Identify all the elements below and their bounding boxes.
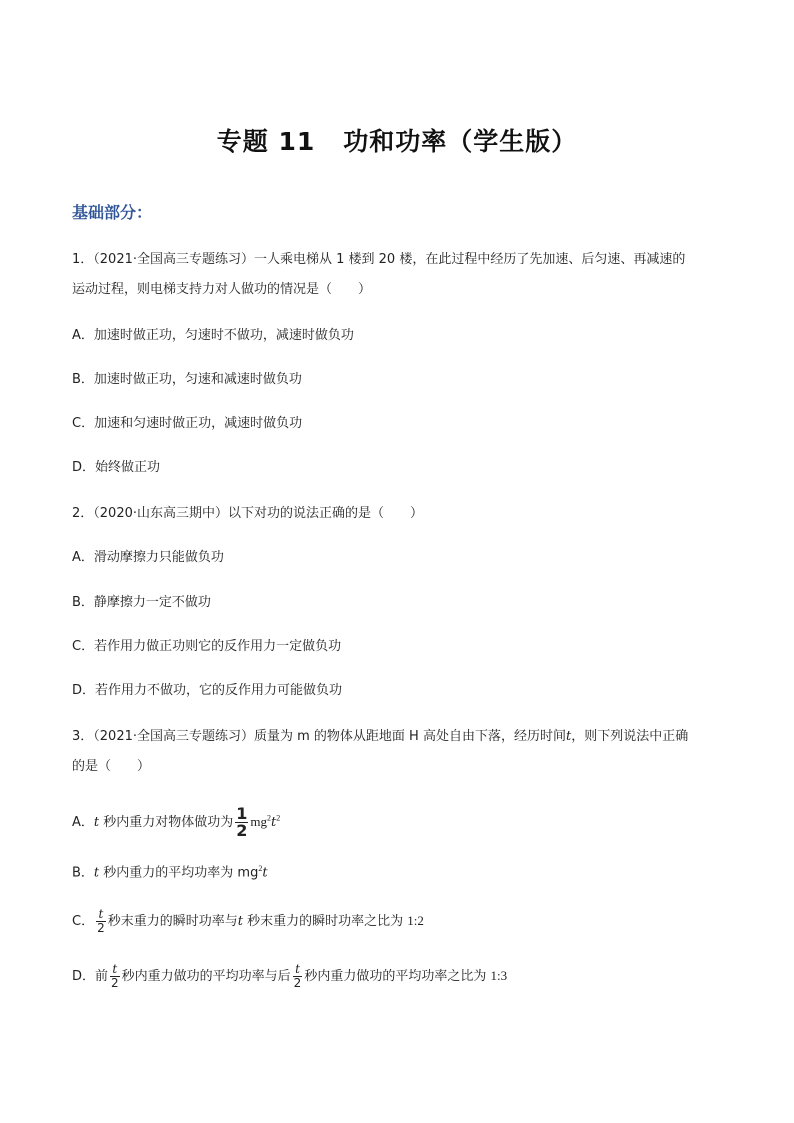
q2-option-b: B．静摩擦力一定不做功 xyxy=(72,595,211,610)
q1-option-b: B．加速时做正功，匀速和减速时做负功 xyxy=(72,372,302,387)
title-subject: 功和功率（学生版） xyxy=(343,127,578,156)
q1-option-a: A．加速时做正功，匀速时不做功，减速时做负功 xyxy=(72,328,354,343)
q2-stem-line1: 2．（2020·山东高三期中）以下对功的说法正确的是（ ） xyxy=(72,506,423,521)
q3-option-c: C． $\frac{t}{2}$ 秒末重力的瞬时功率与t 秒末重力的瞬时功率之比为 1:2 xyxy=(72,907,424,935)
q1-stem-line2: 运动过程，则电梯支持力对人做功的情况是（ ） xyxy=(72,282,372,297)
q3-option-a: A．t 秒内重力对物体做功为 $\frac{1}{2}$ $mg^2t^2$ xyxy=(72,804,281,840)
q1-option-d: D．始终做正功 xyxy=(72,460,161,475)
q2-option-c: C．若作用力做正功则它的反作用力一定做负功 xyxy=(72,639,342,654)
fraction-t-half-second: $\frac{t}{2}$ xyxy=(293,962,302,990)
fraction-t-half-first: $\frac{t}{2}$ xyxy=(111,962,119,990)
title-number: 专题 11 xyxy=(216,127,316,156)
fraction-one-half: $\frac{1}{2}$ xyxy=(236,804,248,840)
q3-option-d: D．前 $\frac{t}{2}$ 秒内重力做功的平均功率与后 $\frac{t}{2}$ 秒内重力做功的平均功率之比为 1:3 xyxy=(72,962,508,990)
q3-stem-line2: 的是（ ） xyxy=(72,759,151,774)
q1-option-c: C．加速和匀速时做正功，减速时做负功 xyxy=(72,416,303,431)
q3-stem-line1: 3．（2021·全国高三专题练习）质量为 m 的物体从距地面 H 高处自由下落，经历时间t，则下列说法中正确 xyxy=(72,729,689,744)
q2-option-d: D．若作用力不做功，它的反作用力可能做负功 xyxy=(72,683,343,698)
q1-stem-line1: 1．（2021·全国高三专题练习）一人乘电梯从 1 楼到 20 楼，在此过程中经历了先加速、后匀速、再减速的 xyxy=(72,252,686,267)
q3-option-b: B．t 秒内重力的平均功率为 $mg^2t$ xyxy=(72,864,268,881)
page-title xyxy=(0,122,794,158)
q2-option-a: A．滑动摩擦力只能做负功 xyxy=(72,550,224,565)
fraction-t-half: $\frac{t}{2}$ xyxy=(97,907,105,935)
section-heading: 基础部分： xyxy=(72,203,153,222)
